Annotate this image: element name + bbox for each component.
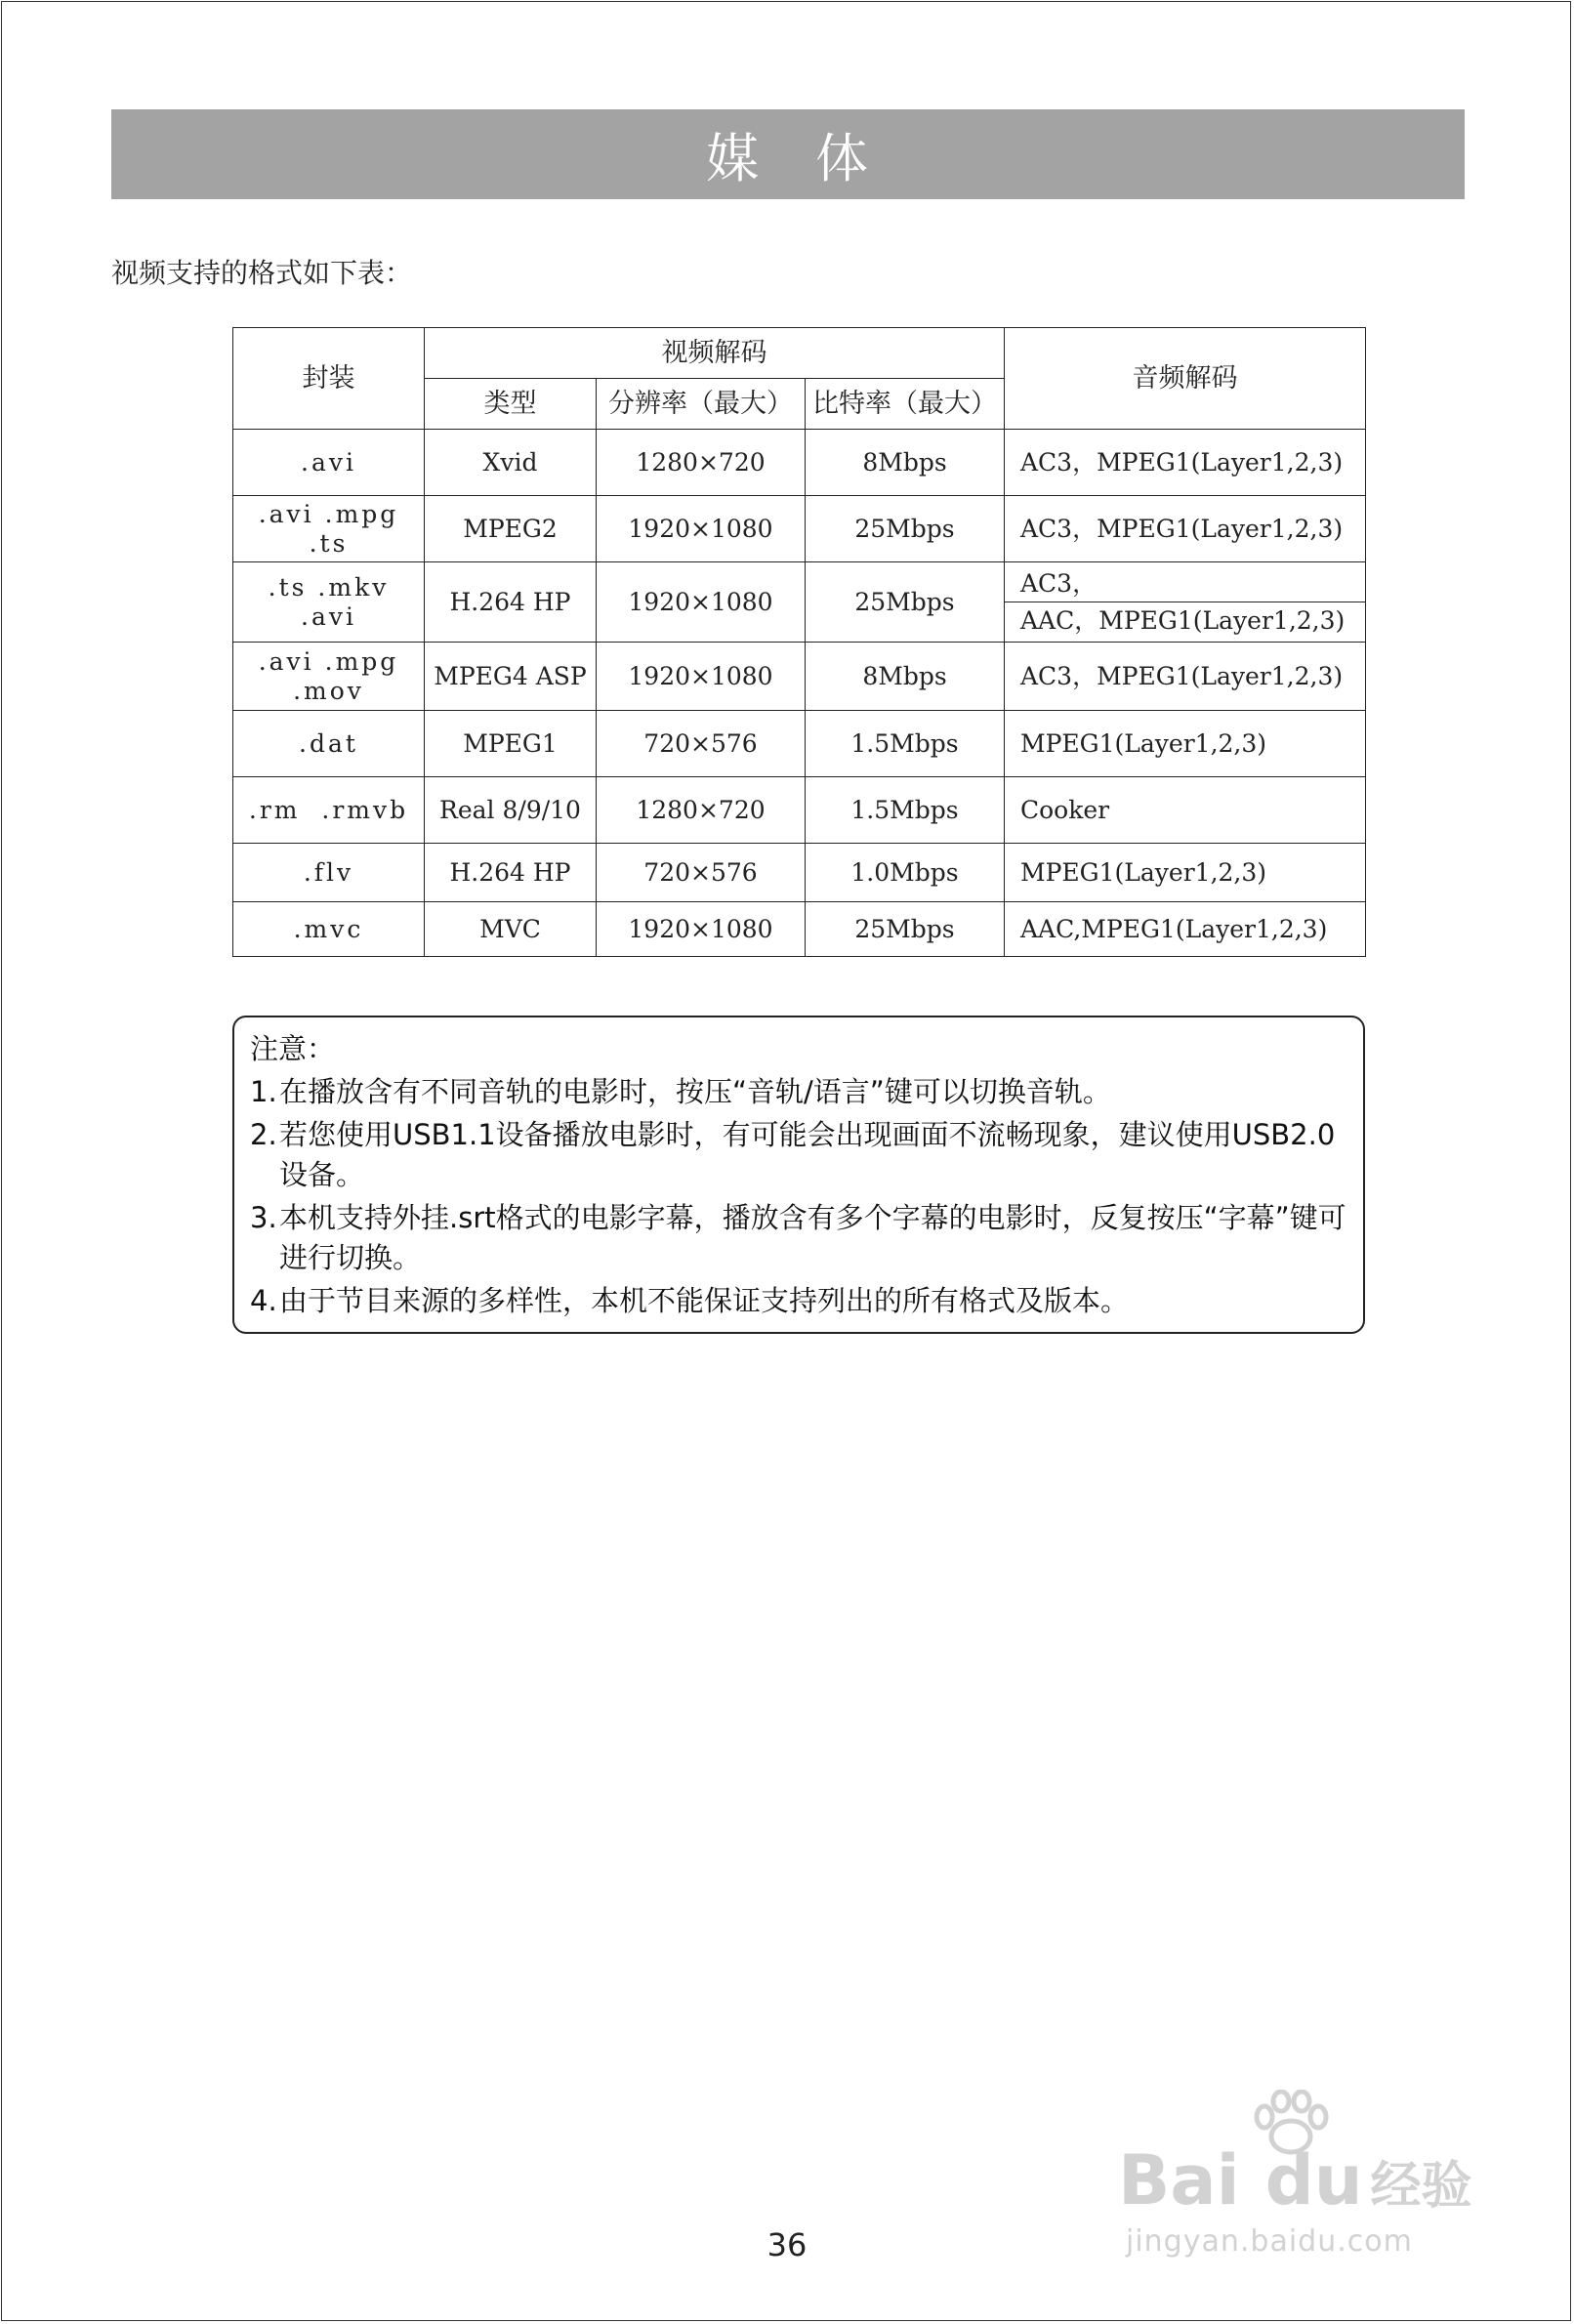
cell-resolution: 720×576 — [597, 844, 806, 902]
cell-ext: .rm .rmvb — [233, 777, 425, 844]
header-container: 封装 — [233, 328, 425, 430]
header-type: 类型 — [425, 379, 597, 430]
note-item — [250, 1198, 1347, 1278]
cell-ext: .dat — [233, 711, 425, 777]
cell-bitrate: 1.5Mbps — [806, 711, 1005, 777]
table-row — [233, 844, 1366, 902]
cell-audio — [1005, 562, 1366, 643]
note-number: 4. — [250, 1284, 277, 1317]
header-video-group: 视频解码 — [425, 328, 1005, 379]
cell-resolution: 1280×720 — [597, 777, 806, 844]
cell-type: MPEG2 — [425, 496, 597, 562]
cell-ext: .avi — [233, 430, 425, 496]
cell-type: MPEG4 ASP — [425, 643, 597, 711]
cell-audio: MPEG1(Layer1,2,3) — [1005, 711, 1366, 777]
note-number: 2. — [250, 1118, 277, 1151]
format-table — [232, 327, 1366, 957]
cell-bitrate: 1.0Mbps — [806, 844, 1005, 902]
cell-resolution: 1920×1080 — [597, 902, 806, 957]
cell-type: Real 8/9/10 — [425, 777, 597, 844]
note-number: 1. — [250, 1075, 277, 1108]
cell-ext: .mvc — [233, 902, 425, 957]
note-item — [250, 1072, 1347, 1112]
table-row — [233, 562, 1366, 643]
cell-type: Xvid — [425, 430, 597, 496]
cell-resolution: 1280×720 — [597, 430, 806, 496]
table-row — [233, 777, 1366, 844]
header-audio: 音频解码 — [1005, 328, 1366, 430]
intro-text: 视频支持的格式如下表： — [111, 257, 413, 289]
cell-type: MPEG1 — [425, 711, 597, 777]
page-number: 36 — [766, 2226, 808, 2263]
cell-bitrate: 8Mbps — [806, 643, 1005, 711]
header-resolution: 分辨率（最大） — [597, 379, 806, 430]
cell-bitrate: 25Mbps — [806, 902, 1005, 957]
watermark-url: jingyan.baidu.com — [1126, 2224, 1413, 2259]
cell-resolution: 1920×1080 — [597, 562, 806, 643]
cell-ext: .flv — [233, 844, 425, 902]
note-text: 在播放含有不同音轨的电影时，按压“音轨/语言”键可以切换音轨。 — [279, 1075, 1111, 1108]
cell-type: H.264 HP — [425, 844, 597, 902]
cell-bitrate: 8Mbps — [806, 430, 1005, 496]
cell-audio: AC3，MPEG1(Layer1,2,3) — [1005, 643, 1366, 711]
note-text: 由于节目来源的多样性，本机不能保证支持列出的所有格式及版本。 — [279, 1284, 1130, 1317]
cell-audio: AC3，MPEG1(Layer1,2,3) — [1005, 496, 1366, 562]
cell-bitrate: 25Mbps — [806, 562, 1005, 643]
note-item — [250, 1115, 1347, 1195]
cell-type: H.264 HP — [425, 562, 597, 643]
cell-audio: Cooker — [1005, 777, 1366, 844]
note-text: 本机支持外挂.srt格式的电影字幕，播放含有多个字幕的电影时，反复按压“字幕”键可进行切换。 — [279, 1201, 1346, 1274]
header-bitrate: 比特率（最大） — [806, 379, 1005, 430]
cell-audio: MPEG1(Layer1,2,3) — [1005, 844, 1366, 902]
cell-audio: AC3，MPEG1(Layer1,2,3) — [1005, 430, 1366, 496]
page-title: 媒 体 — [111, 109, 1465, 199]
notes-box — [232, 1016, 1365, 1334]
cell-audio-line: AAC，MPEG1(Layer1,2,3) — [1020, 605, 1346, 635]
watermark-logo: Bai du 经验 — [1118, 2140, 1472, 2220]
cell-type: MVC — [425, 902, 597, 957]
cell-ext: .avi .mpg .ts — [233, 496, 425, 562]
cell-ext: .ts .mkv .avi — [233, 562, 425, 643]
note-text: 若您使用USB1.1设备播放电影时，有可能会出现画面不流畅现象，建议使用USB2.0设备。 — [279, 1118, 1336, 1191]
cell-audio: AAC,MPEG1(Layer1,2,3) — [1005, 902, 1366, 957]
table-row — [233, 902, 1366, 957]
cell-resolution: 720×576 — [597, 711, 806, 777]
cell-audio-line: AC3， — [1005, 565, 1365, 602]
table-row — [233, 643, 1366, 711]
notes-heading: 注意： — [250, 1032, 336, 1065]
cell-ext: .avi .mpg .mov — [233, 643, 425, 711]
note-item — [250, 1281, 1347, 1321]
table-row — [233, 496, 1366, 562]
cell-resolution: 1920×1080 — [597, 496, 806, 562]
table-row — [233, 711, 1366, 777]
table-row — [233, 430, 1366, 496]
cell-bitrate: 1.5Mbps — [806, 777, 1005, 844]
note-number: 3. — [250, 1201, 277, 1234]
cell-bitrate: 25Mbps — [806, 496, 1005, 562]
cell-resolution: 1920×1080 — [597, 643, 806, 711]
